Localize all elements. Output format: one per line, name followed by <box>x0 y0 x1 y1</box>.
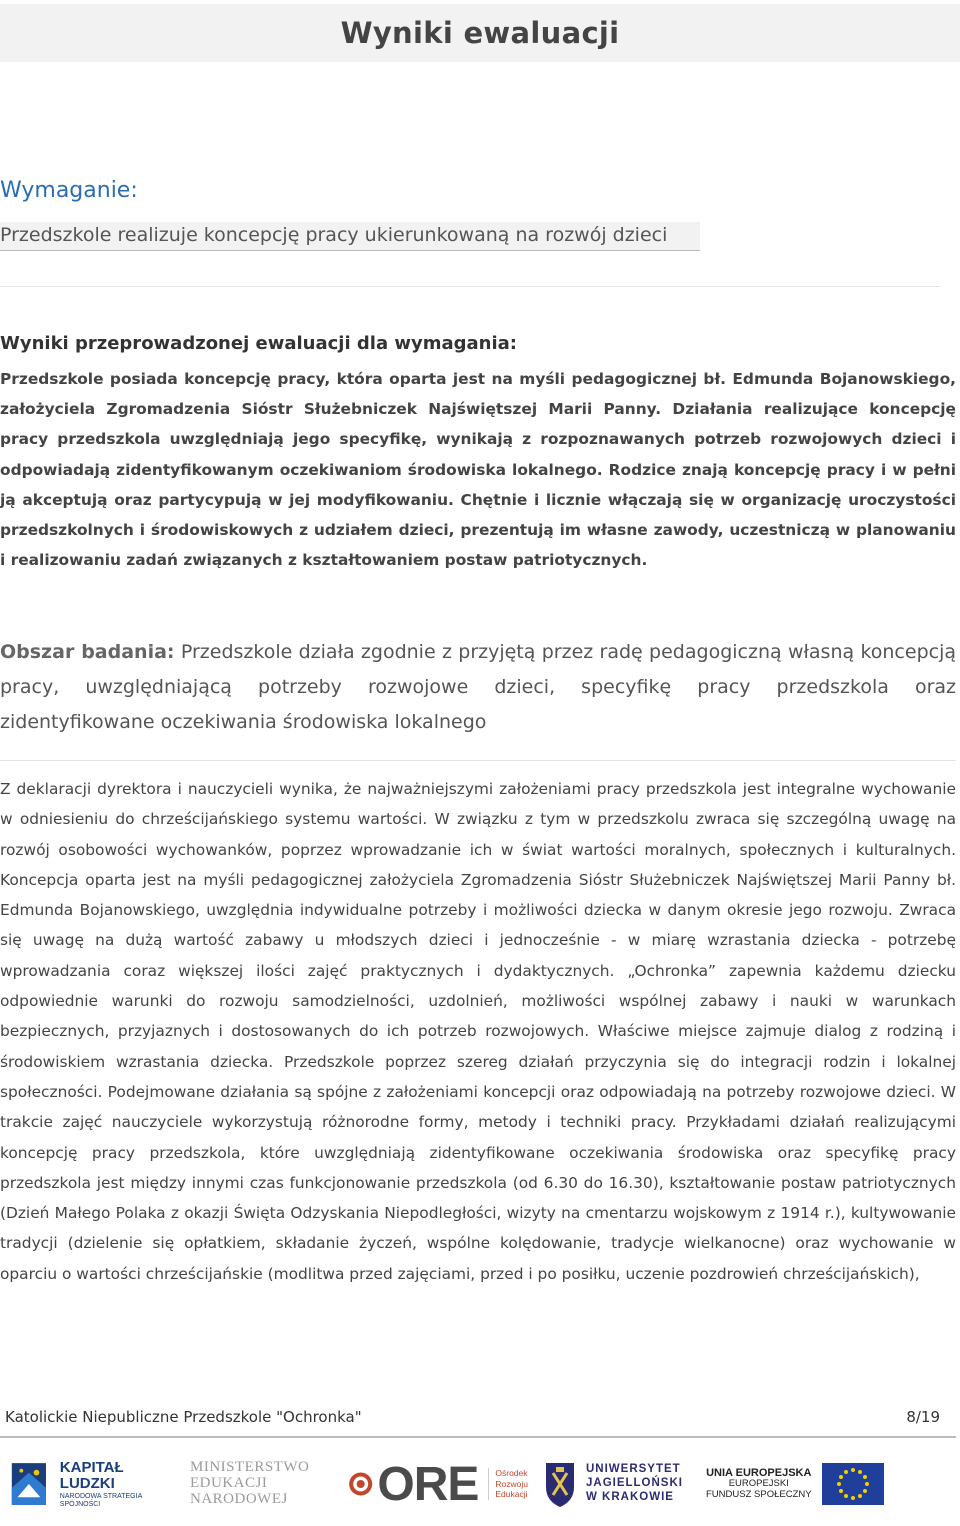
body-paragraph: Z deklaracji dyrektora i nauczycieli wynika, że najważniejszymi założeniami pracy przedszkola jest integralne wychowanie w odniesieniu do chrześcijańskiego systemu wartości. W związku z tym w przedszkolu zwraca się szczególną uwagę na rozwój osobowości wychowanków, poprzez wprowadzanie ich w świat wartości moralnych, społecznych i kulturalnych. Koncepcja oparta jest na myśli pedagogicznej założyciela Zgromadzenia Sióstr Służebniczek Najświętszej Marii Panny bł. Edmunda Bojanowskiego, uwzględnia indywidualne potrzeby i możliwości dziecka w danym okresie jego rozwoju. Zwraca się uwagę na dużą wartość zabawy u młodszych dzieci i jednocześnie - w miarę wzrastania dziecka - potrzebę wprowadzania coraz większej ilości zajęć praktycznych i dydaktycznych. „Ochronka” zapewnia każdemu dziecku odpowiednie warunki do rozwoju samodzielności, uzdolnień, możliwości wspólnej zabawy i nauki w warunkach bezpiecznych, przyjaznych i dostosowanych do ich potrzeb rozwojowych. Właściwe miejsce zajmuje dialog z rodziną i środowiskiem wzrastania dziecka. Przedszkole poprzez szereg działań przyczynia się do integracji rodzin i lokalnej społeczności. Podejmowane działania są spójne z założeniami koncepcji oraz odpowiadają na potrzeby rozwojowe dzieci. W trakcie zajęć nauczyciele wykorzystują różnorodne formy, metody i techniki pracy. Przykładami działań realizującymi koncepcję pracy przedszkola, które uwzględniają zidentyfikowane oczekiwania środowiska oraz specyfikę pracy przedszkola jest między innymi czas funkcjonowanie przedszkola (od 6.30 do 16.30), kształtowanie postaw patriotycznych (Dzień Małego Polaka z okazji Święta Odzyskania Niepodległości, wizyty na cmentarzu wojskowym z 1914 r.), kultywowanie tradycji (dzielenie się opłatkiem, składanie życzeń, wspólne kolędowanie, tradycje wielkanocne) oraz wychowanie w oparciu o wartości chrześcijańskie (modlitwa przed zajęciami, przed i po posiłku, uczenie pozdrowień chrześcijańskich), <box>0 780 956 1283</box>
logo-strip <box>0 1446 960 1522</box>
kapital-ludzki-icon <box>8 1458 50 1510</box>
kapital-ludzki-title: KAPITAŁ LUDZKI <box>59 1458 124 1493</box>
ore-line2: Rozwoju <box>495 1478 528 1489</box>
uj-line3: W KRAKOWIE <box>586 1490 674 1503</box>
ue-line1: UNIA EUROPEJSKA <box>706 1466 812 1479</box>
eu-flag-icon <box>822 1463 884 1505</box>
ore-logo <box>348 1446 528 1522</box>
requirement-heading: Wymaganie: <box>0 178 138 203</box>
results-heading: Wyniki przeprowadzonej ewaluacji dla wymagania: <box>0 333 517 354</box>
page-title: Wyniki ewaluacji <box>340 16 620 50</box>
uj-line1: UNIWERSYTET <box>586 1463 681 1476</box>
ue-logo <box>706 1446 956 1522</box>
area-divider <box>0 760 956 761</box>
requirement-text: Przedszkole realizuje koncepcję pracy ukierunkowaną na rozwój dzieci <box>0 222 700 251</box>
kapital-ludzki-logo <box>8 1446 178 1522</box>
ore-target-icon <box>348 1462 373 1506</box>
kapital-ludzki-subtitle: NARODOWA STRATEGIA SPÓJNOŚCI <box>59 1492 142 1508</box>
research-area-text: Przedszkole działa zgodnie z przyjętą przez radę pedagogiczną własną koncepcją pracy, uwzględniającą potrzeby rozwojowe dzieci, specyfikę pracy przedszkola oraz zidentyfikowane oczekiwania środowiska lokalnego <box>0 641 956 734</box>
ue-line3: FUNDUSZ SPOŁECZNY <box>706 1489 812 1501</box>
results-summary: Przedszkole posiada koncepcję pracy, która oparta jest na myśli pedagogicznej bł. Edmunda Bojanowskiego, założyciela Zgromadzenia Sióstr Służebniczek Najświętszej Marii Panny. Działania realizujące koncepcję pracy przedszkola uwzględniają jego specyfikę, wynikają z rozpoznawanych potrzeb rozwojowych dzieci i odpowiadają zidentyfikowanym oczekiwaniom środowiska lokalnego. Rodzice znają koncepcję pracy i w pełni ją akceptują oraz partycypują w jej modyfikowaniu. Chętnie i licznie włączają się w organizację uroczystości przedszkolnych i środowiskowych z udziałem dzieci, prezentują im własne zawody, uczestniczą w planowaniu i realizowaniu zadań związanych z kształtowaniem postaw patriotycznych. <box>0 370 956 570</box>
ore-line3: Edukacji <box>495 1489 528 1500</box>
page-footer <box>0 1404 956 1430</box>
ore-mark: ORE <box>377 1457 479 1511</box>
ministerstwo-logo <box>190 1446 330 1522</box>
uj-logo <box>542 1446 692 1522</box>
ministerstwo-line2: EDUKACJI <box>190 1475 268 1492</box>
uj-line2: JAGIELLOŃSKI <box>586 1477 683 1490</box>
footer-institution: Katolickie Niepubliczne Przedszkole "Ochronka" <box>5 1408 362 1426</box>
ore-line1: Ośrodek <box>495 1468 528 1479</box>
page-number: 8/19 <box>906 1408 940 1426</box>
ue-line2: EUROPEJSKI <box>728 1478 789 1490</box>
ministerstwo-line3: NARODOWEJ <box>190 1490 288 1507</box>
title-bar <box>0 4 960 62</box>
footer-divider <box>0 1436 956 1438</box>
research-area-label: Obszar badania: <box>0 641 175 663</box>
ministerstwo-line1: MINISTERSTWO <box>190 1459 310 1476</box>
section-divider <box>0 286 940 287</box>
uj-crest-icon <box>542 1459 578 1509</box>
research-area <box>0 635 956 741</box>
